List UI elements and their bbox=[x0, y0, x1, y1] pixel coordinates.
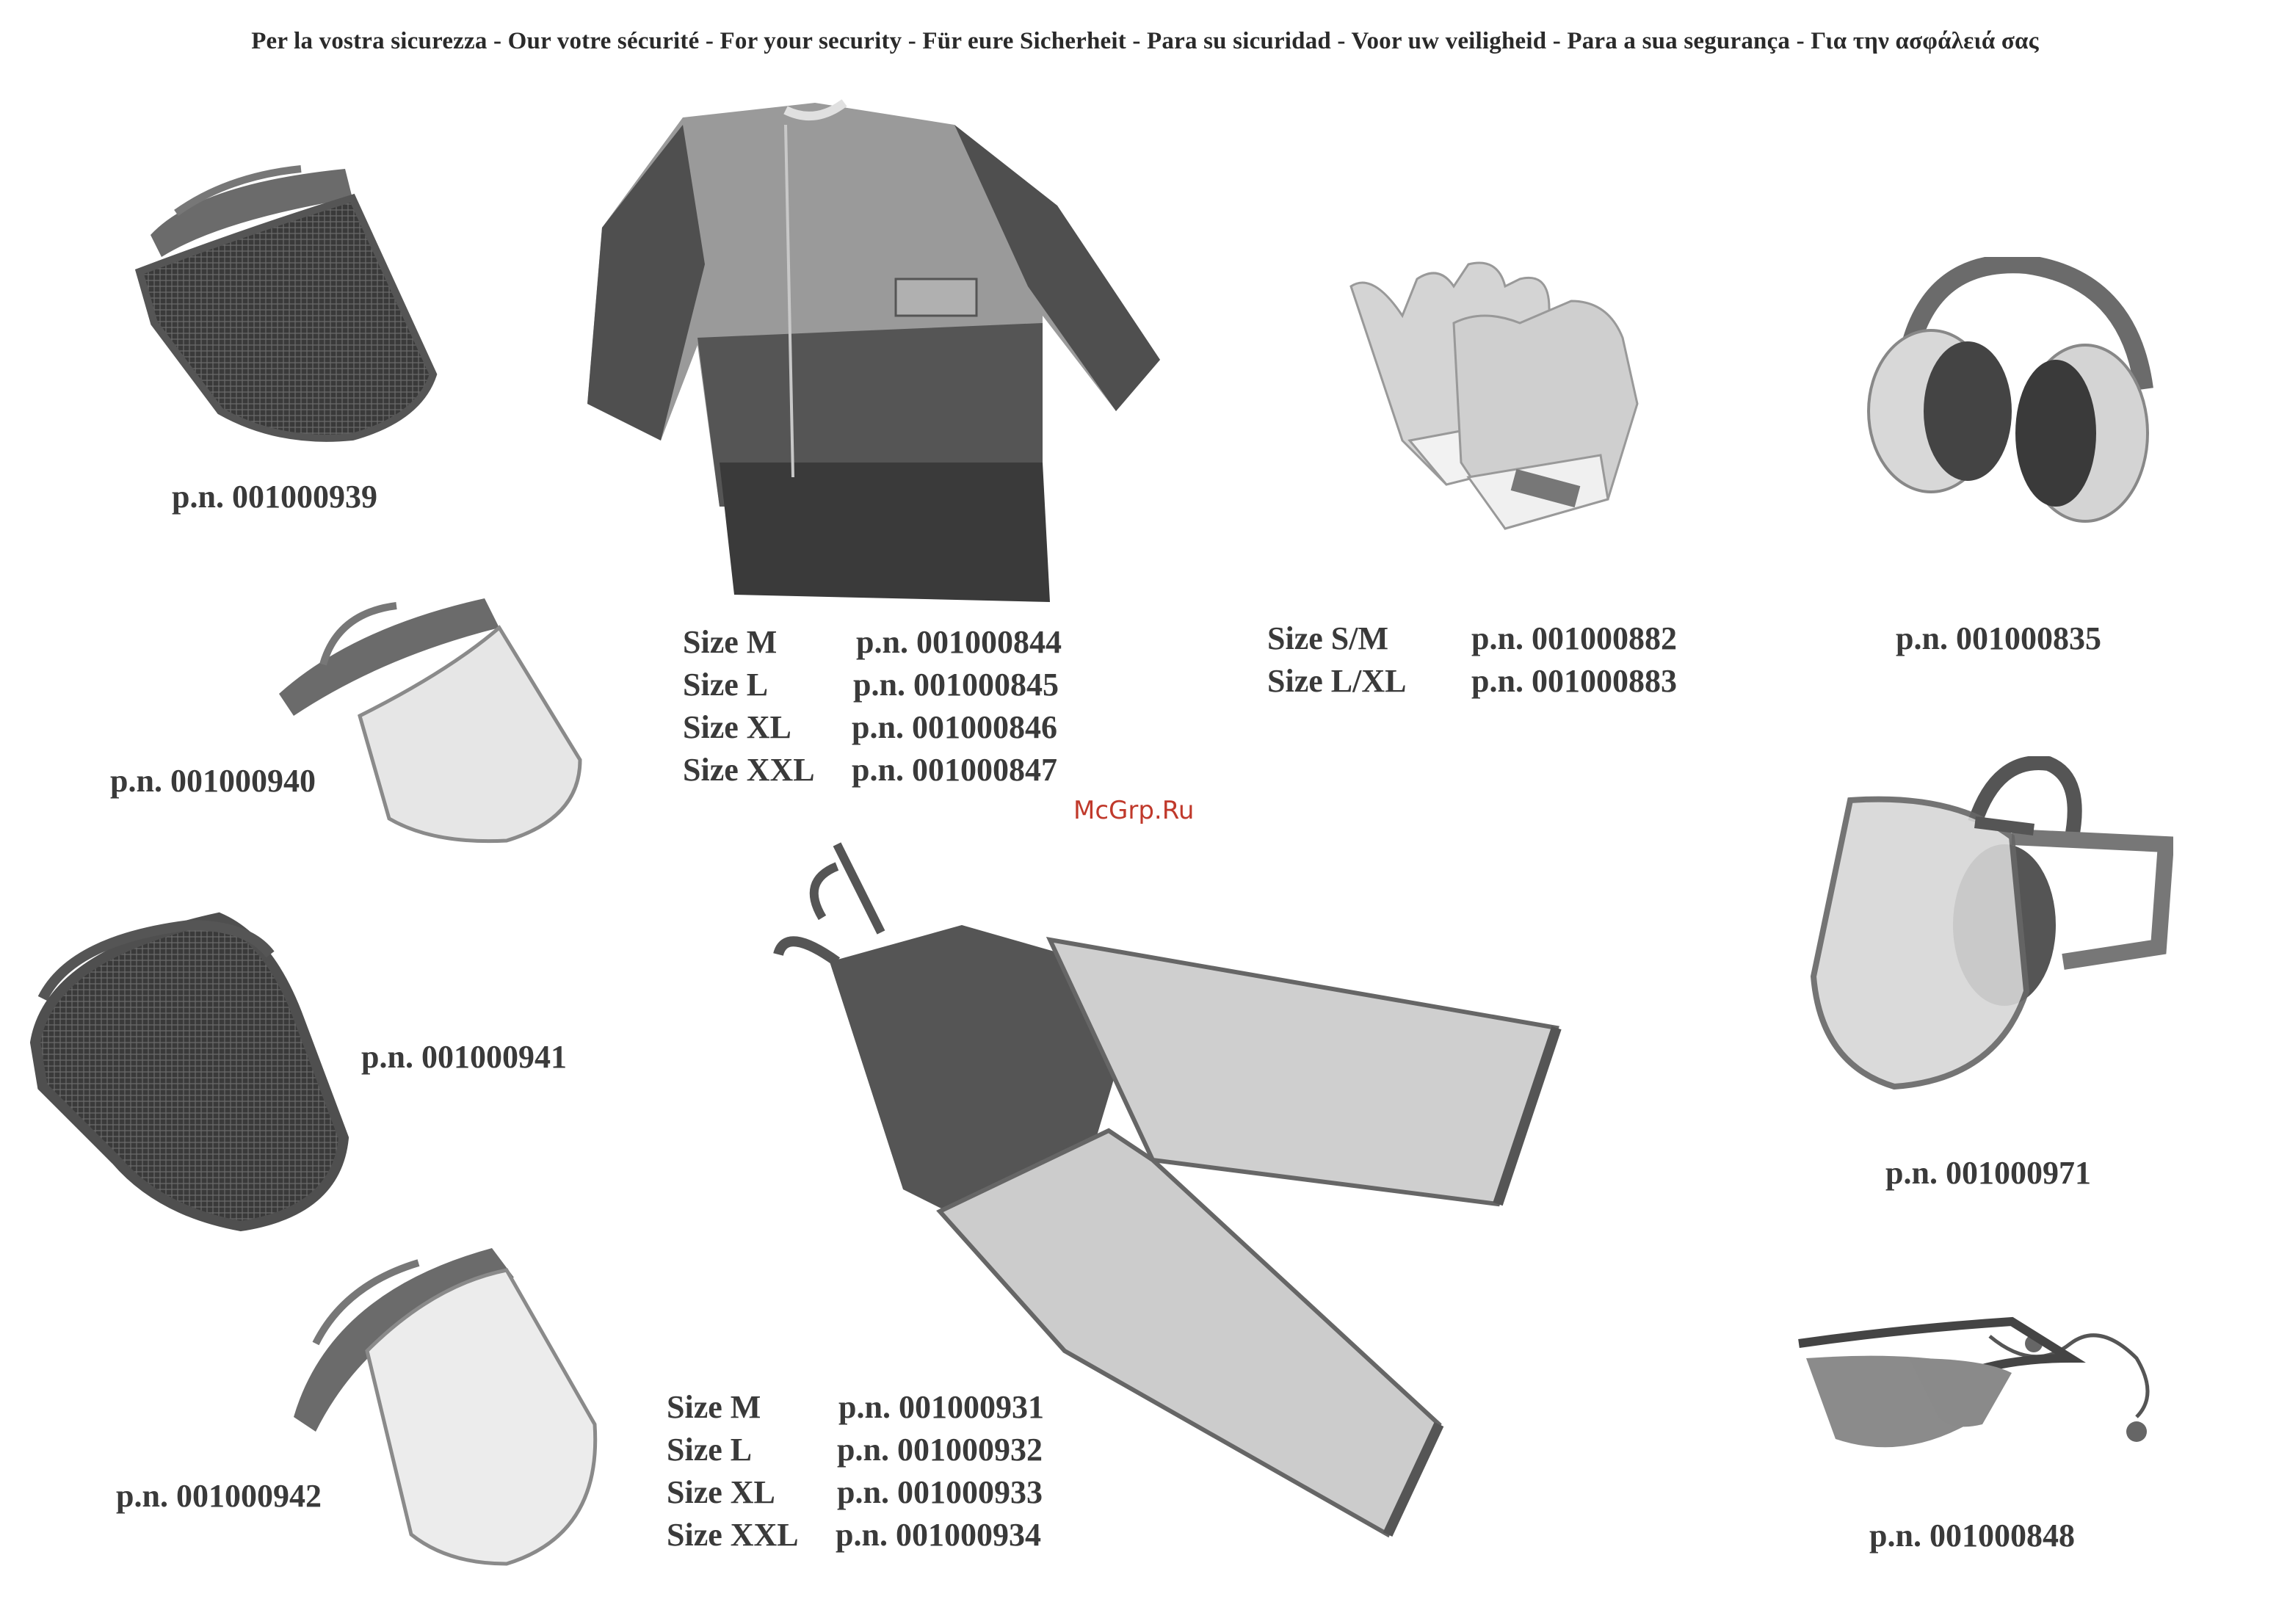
pn-label: p.n. 001000939 bbox=[172, 479, 377, 515]
pn-label: p.n. 001000882 bbox=[1471, 620, 1677, 656]
pn-label: p.n. 001000933 bbox=[837, 1474, 1043, 1510]
pn-label: p.n. 001000940 bbox=[110, 763, 316, 799]
page-header: Per la vostra sicurezza - Our votre sécurité - For your security - Für eure Sicherheit - Para su sicuridad - Voor uw veiligheid - Para a sua segurança - Για την ασφάλειά σας bbox=[251, 28, 2039, 54]
pn-label: p.n. 001000883 bbox=[1471, 663, 1677, 699]
size-label: Size L bbox=[683, 667, 769, 703]
size-label: Size S/M bbox=[1267, 620, 1388, 656]
clear-visor-icon bbox=[264, 584, 595, 848]
helmet-combo-icon bbox=[1806, 756, 2173, 1101]
pn-label: p.n. 001000846 bbox=[852, 709, 1057, 745]
pn-label: p.n. 001000934 bbox=[836, 1517, 1041, 1553]
pn-label: p.n. 001000931 bbox=[838, 1389, 1044, 1425]
pn-label: p.n. 001000971 bbox=[1885, 1155, 2091, 1191]
size-label: Size L/XL bbox=[1267, 663, 1407, 699]
pn-label: p.n. 001000941 bbox=[361, 1039, 567, 1075]
pn-label: p.n. 001000932 bbox=[837, 1432, 1043, 1468]
size-label: Size XXL bbox=[683, 752, 815, 788]
size-label: Size M bbox=[667, 1389, 761, 1425]
pn-label: p.n. 001000835 bbox=[1896, 620, 2101, 656]
size-label: Size XL bbox=[683, 709, 791, 745]
watermark: McGrp.Ru bbox=[1073, 796, 1195, 825]
mesh-visor-icon bbox=[110, 154, 448, 448]
size-label: Size XL bbox=[667, 1474, 775, 1510]
pn-label: p.n. 001000848 bbox=[1869, 1518, 2075, 1554]
earmuffs-icon bbox=[1865, 257, 2159, 543]
pn-label: p.n. 001000844 bbox=[856, 624, 1062, 660]
jacket-icon bbox=[573, 95, 1175, 602]
mesh-visor-icon bbox=[28, 910, 351, 1233]
size-label: Size L bbox=[667, 1432, 753, 1468]
gloves-icon bbox=[1344, 257, 1652, 551]
size-label: Size XXL bbox=[667, 1517, 799, 1553]
pn-label: p.n. 001000845 bbox=[853, 667, 1059, 703]
clear-visor-icon bbox=[286, 1241, 609, 1571]
pn-label: p.n. 001000847 bbox=[852, 752, 1057, 788]
pn-label: p.n. 001000942 bbox=[116, 1478, 322, 1514]
size-label: Size M bbox=[683, 624, 778, 660]
safety-glasses-icon bbox=[1791, 1314, 2166, 1476]
